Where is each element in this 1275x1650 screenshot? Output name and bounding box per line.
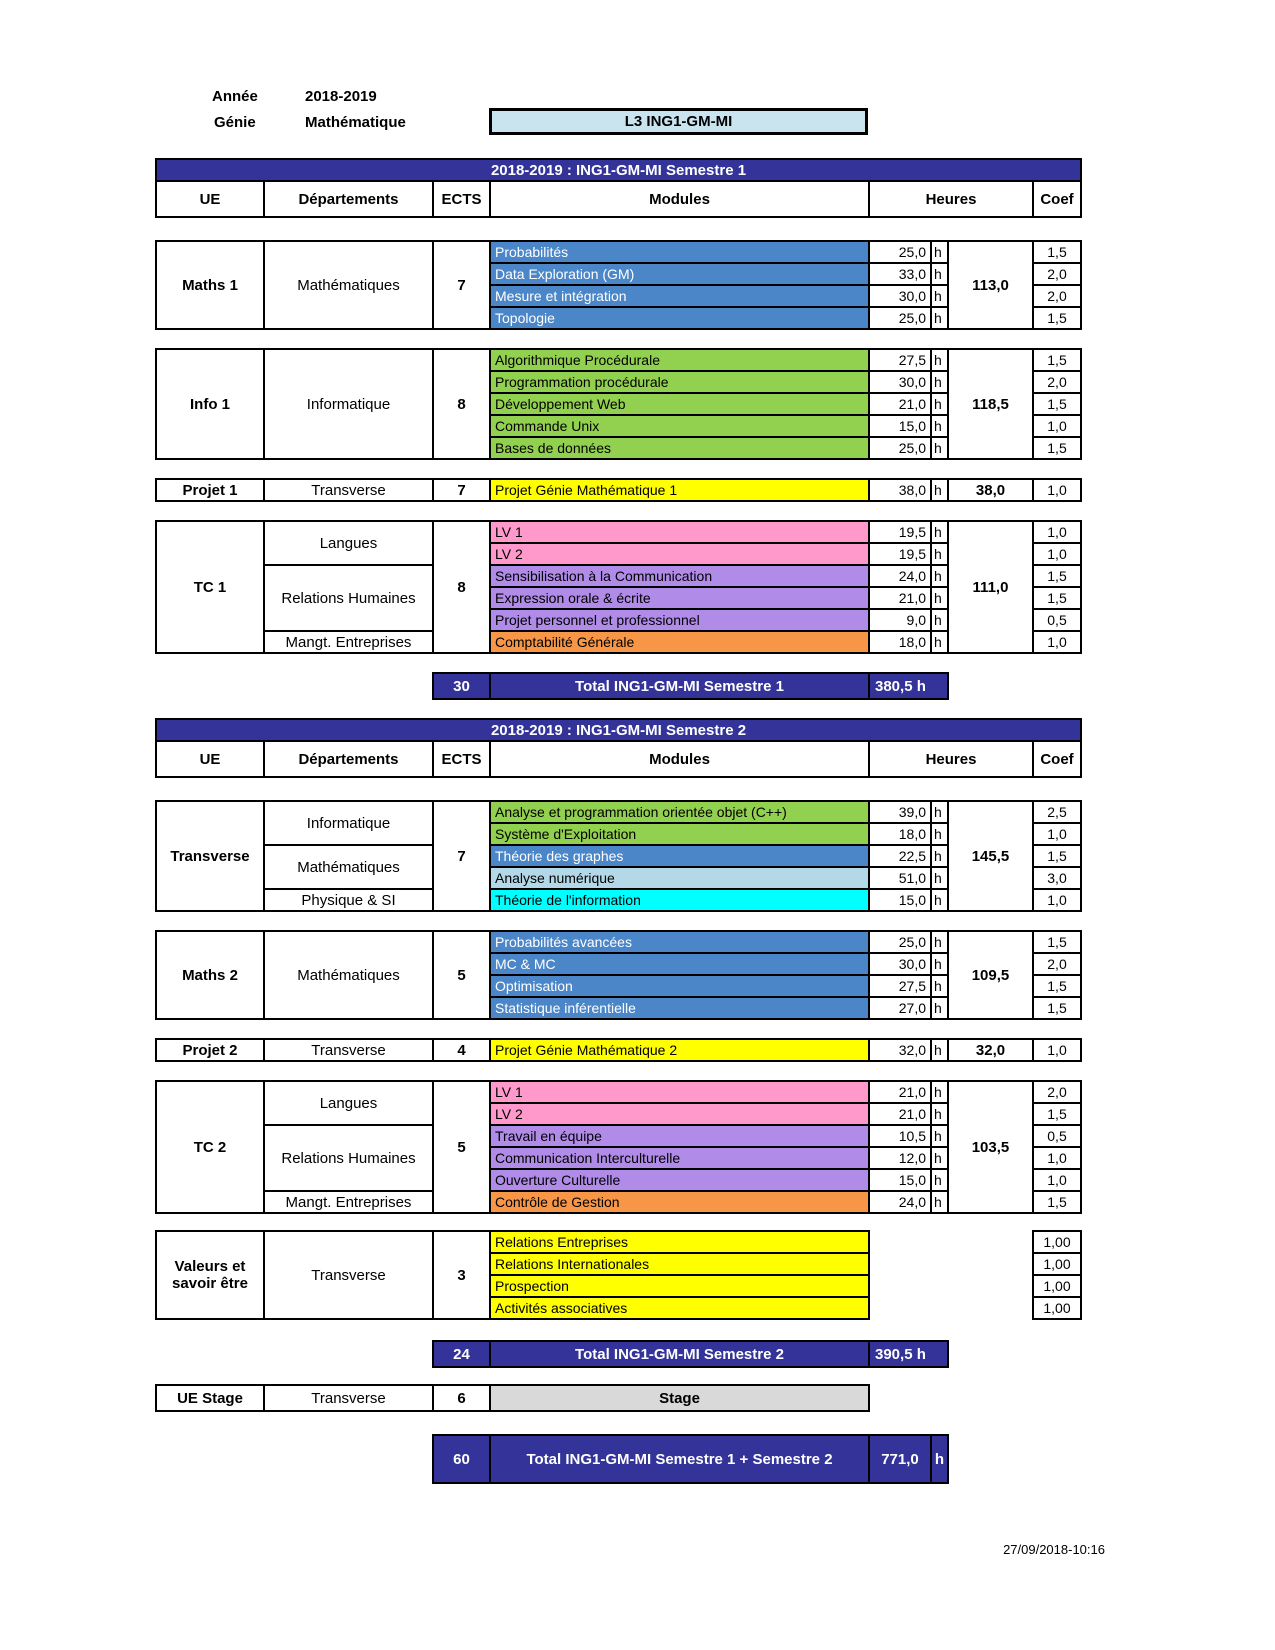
col-header-heures: Heures xyxy=(869,741,1033,777)
dept-cell: Transverse xyxy=(264,479,433,501)
unit-cell: h xyxy=(931,307,948,329)
ects-cell: 6 xyxy=(433,1385,490,1411)
info1-block xyxy=(155,348,1082,460)
coef-cell: 1,5 xyxy=(1033,975,1081,997)
page-content xyxy=(155,88,1115,1502)
dept-cell: Mathématiques xyxy=(264,931,433,1019)
tc1-block xyxy=(155,520,1082,654)
coef-cell: 1,5 xyxy=(1033,349,1081,371)
projet2-block xyxy=(155,1038,1082,1062)
hours-cell: 15,0 xyxy=(869,415,931,437)
module-name-cell: Relations Entreprises xyxy=(490,1231,869,1253)
hours-cell: 25,0 xyxy=(869,307,931,329)
hours-cell: 21,0 xyxy=(869,393,931,415)
hours-cell: 21,0 xyxy=(869,1103,931,1125)
module-row xyxy=(156,1231,1081,1253)
projet1-block xyxy=(155,478,1082,502)
coef-cell: 1,5 xyxy=(1033,997,1081,1019)
unit-cell: h xyxy=(931,931,948,953)
unit-cell: h xyxy=(931,437,948,459)
module-row xyxy=(156,1191,1081,1213)
col-header-heures: Heures xyxy=(869,181,1033,217)
unit-cell: h xyxy=(931,1169,948,1191)
hours-cell: 22,5 xyxy=(869,845,931,867)
module-name-cell: MC & MC xyxy=(490,953,869,975)
coef-cell: 1,5 xyxy=(1033,307,1081,329)
total-hours-cell: 113,0 xyxy=(948,241,1033,329)
coef-cell: 1,0 xyxy=(1033,479,1081,501)
unit-cell: h xyxy=(931,587,948,609)
module-name-cell: Topologie xyxy=(490,307,869,329)
unit-cell: h xyxy=(931,953,948,975)
ects-cell: 3 xyxy=(433,1231,490,1319)
coef-cell: 1,0 xyxy=(1033,521,1081,543)
module-name-cell: Projet Génie Mathématique 2 xyxy=(490,1039,869,1061)
unit-cell: h xyxy=(931,1039,948,1061)
module-name-cell: Ouverture Culturelle xyxy=(490,1169,869,1191)
spacer-cell xyxy=(869,1275,1033,1297)
hours-cell: 19,5 xyxy=(869,543,931,565)
tc2-block xyxy=(155,1080,1082,1214)
hours-cell: 21,0 xyxy=(869,587,931,609)
semester2-total-row xyxy=(432,1340,949,1368)
col-header-modules: Modules xyxy=(490,181,869,217)
module-name-cell: LV 2 xyxy=(490,543,869,565)
unit-cell: h xyxy=(931,1081,948,1103)
module-name-cell: Statistique inférentielle xyxy=(490,997,869,1019)
spacer-cell xyxy=(869,1231,1033,1253)
coef-cell: 1,5 xyxy=(1033,1191,1081,1213)
col-header-modules: Modules xyxy=(490,741,869,777)
hours-cell: 27,5 xyxy=(869,349,931,371)
stage-label-cell: Stage xyxy=(490,1385,869,1411)
col-header-ue: UE xyxy=(156,181,264,217)
ects-cell: 7 xyxy=(433,241,490,329)
hours-cell: 33,0 xyxy=(869,263,931,285)
maths2-block xyxy=(155,930,1082,1020)
unit-cell: h xyxy=(931,631,948,653)
module-row xyxy=(156,801,1081,823)
footer-timestamp: 27/09/2018-10:16 xyxy=(1003,1542,1105,1557)
module-name-cell: Mesure et intégration xyxy=(490,285,869,307)
dept-cell: Informatique xyxy=(264,349,433,459)
module-name-cell: Développement Web xyxy=(490,393,869,415)
hours-cell: 30,0 xyxy=(869,953,931,975)
unit-cell: h xyxy=(931,241,948,263)
hours-cell: 25,0 xyxy=(869,241,931,263)
module-name-cell: Optimisation xyxy=(490,975,869,997)
ects-cell: 8 xyxy=(433,349,490,459)
coef-cell: 1,5 xyxy=(1033,931,1081,953)
module-row xyxy=(156,241,1081,263)
dept-cell: Mangt. Entreprises xyxy=(264,631,433,653)
total-hours-cell: 145,5 xyxy=(948,801,1033,911)
unit-cell: h xyxy=(931,285,948,307)
total-hours-cell: 38,0 xyxy=(948,479,1033,501)
semester2-total-hours: 390,5 h xyxy=(869,1341,948,1367)
semester2-header-table xyxy=(155,718,1082,778)
module-row xyxy=(156,1125,1081,1147)
dept-cell: Mathématiques xyxy=(264,845,433,889)
ects-cell: 4 xyxy=(433,1039,490,1061)
spacer-cell xyxy=(869,1253,1033,1275)
coef-cell: 1,0 xyxy=(1033,415,1081,437)
ue-cell: Valeurs et savoir être xyxy=(156,1231,264,1319)
coef-cell: 1,0 xyxy=(1033,1169,1081,1191)
unit-cell: h xyxy=(931,415,948,437)
module-name-cell: Théorie des graphes xyxy=(490,845,869,867)
ue-cell: Transverse xyxy=(156,801,264,911)
hours-cell: 18,0 xyxy=(869,631,931,653)
ects-cell: 5 xyxy=(433,1081,490,1213)
coef-cell: 1,5 xyxy=(1033,241,1081,263)
col-header-ects: ECTS xyxy=(433,181,490,217)
coef-cell: 1,00 xyxy=(1033,1275,1081,1297)
unit-cell: h xyxy=(931,1103,948,1125)
module-row xyxy=(156,1081,1081,1103)
total-hours-cell: 103,5 xyxy=(948,1081,1033,1213)
genie-value: Mathématique xyxy=(305,114,406,131)
ue-cell: TC 1 xyxy=(156,521,264,653)
module-name-cell: Analyse et programmation orientée objet (C++) xyxy=(490,801,869,823)
module-name-cell: LV 1 xyxy=(490,1081,869,1103)
module-row xyxy=(156,521,1081,543)
module-name-cell: Activités associatives xyxy=(490,1297,869,1319)
ue-cell: Info 1 xyxy=(156,349,264,459)
hours-cell: 30,0 xyxy=(869,285,931,307)
dept-cell: Transverse xyxy=(264,1039,433,1061)
coef-cell: 1,5 xyxy=(1033,587,1081,609)
unit-cell: h xyxy=(931,263,948,285)
module-row xyxy=(156,631,1081,653)
semester1-header-table xyxy=(155,158,1082,218)
unit-cell: h xyxy=(931,975,948,997)
ue-cell: UE Stage xyxy=(156,1385,264,1411)
coef-cell: 1,00 xyxy=(1033,1297,1081,1319)
module-name-cell: Théorie de l'information xyxy=(490,889,869,911)
semester1-title-bar: 2018-2019 : ING1-GM-MI Semestre 1 xyxy=(156,159,1081,181)
coef-cell: 1,0 xyxy=(1033,889,1081,911)
unit-cell: h xyxy=(931,479,948,501)
unit-cell: h xyxy=(931,823,948,845)
dept-cell: Transverse xyxy=(264,1385,433,1411)
module-name-cell: Programmation procédurale xyxy=(490,371,869,393)
annee-label: Année xyxy=(212,88,258,105)
dept-cell: Langues xyxy=(264,521,433,565)
col-header-coef: Coef xyxy=(1033,181,1081,217)
hours-cell: 27,0 xyxy=(869,997,931,1019)
col-header-ue: UE xyxy=(156,741,264,777)
coef-cell: 1,5 xyxy=(1033,393,1081,415)
module-name-cell: Communication Interculturelle xyxy=(490,1147,869,1169)
unit-cell: h xyxy=(931,1191,948,1213)
ue-cell: Maths 2 xyxy=(156,931,264,1019)
semester1-total-ects: 30 xyxy=(433,673,490,699)
genie-label: Génie xyxy=(214,114,256,131)
module-row xyxy=(156,889,1081,911)
semester1-total-row xyxy=(432,672,949,700)
ects-cell: 5 xyxy=(433,931,490,1019)
dept-cell: Langues xyxy=(264,1081,433,1125)
col-header-ects: ECTS xyxy=(433,741,490,777)
dept-cell: Transverse xyxy=(264,1231,433,1319)
module-name-cell: Projet Génie Mathématique 1 xyxy=(490,479,869,501)
coef-cell: 1,5 xyxy=(1033,1103,1081,1125)
hours-cell: 10,5 xyxy=(869,1125,931,1147)
col-header-coef: Coef xyxy=(1033,741,1081,777)
coef-cell: 1,00 xyxy=(1033,1253,1081,1275)
coef-cell: 1,0 xyxy=(1033,1039,1081,1061)
hours-cell: 25,0 xyxy=(869,437,931,459)
ue-cell: Projet 2 xyxy=(156,1039,264,1061)
unit-cell: h xyxy=(931,371,948,393)
module-name-cell: Algorithmique Procédurale xyxy=(490,349,869,371)
coef-cell: 1,00 xyxy=(1033,1231,1081,1253)
hours-cell: 24,0 xyxy=(869,565,931,587)
hours-cell: 24,0 xyxy=(869,1191,931,1213)
coef-cell: 0,5 xyxy=(1033,1125,1081,1147)
module-name-cell: Probabilités xyxy=(490,241,869,263)
module-name-cell: Commande Unix xyxy=(490,415,869,437)
grand-total-hours: 771,0 xyxy=(869,1435,931,1483)
semester2-title-bar: 2018-2019 : ING1-GM-MI Semestre 2 xyxy=(156,719,1081,741)
hours-cell: 25,0 xyxy=(869,931,931,953)
unit-cell: h xyxy=(931,845,948,867)
coef-cell: 1,0 xyxy=(1033,631,1081,653)
dept-cell: Mangt. Entreprises xyxy=(264,1191,433,1213)
module-name-cell: Probabilités avancées xyxy=(490,931,869,953)
unit-cell: h xyxy=(931,543,948,565)
col-header-departements: Départements xyxy=(264,741,433,777)
dept-cell: Relations Humaines xyxy=(264,565,433,631)
total-hours-cell: 109,5 xyxy=(948,931,1033,1019)
coef-cell: 1,0 xyxy=(1033,543,1081,565)
dept-cell: Informatique xyxy=(264,801,433,845)
hours-cell: 30,0 xyxy=(869,371,931,393)
hours-cell: 9,0 xyxy=(869,609,931,631)
module-name-cell: LV 1 xyxy=(490,521,869,543)
ects-cell: 8 xyxy=(433,521,490,653)
grand-total-row xyxy=(432,1434,949,1484)
module-name-cell: Projet personnel et professionnel xyxy=(490,609,869,631)
col-header-departements: Départements xyxy=(264,181,433,217)
coef-cell: 0,5 xyxy=(1033,609,1081,631)
semester1-total-label: Total ING1-GM-MI Semestre 1 xyxy=(490,673,869,699)
stage-row xyxy=(155,1384,870,1412)
unit-cell: h xyxy=(931,867,948,889)
module-name-cell: Contrôle de Gestion xyxy=(490,1191,869,1213)
coef-cell: 2,0 xyxy=(1033,263,1081,285)
maths1-block xyxy=(155,240,1082,330)
coef-cell: 2,0 xyxy=(1033,1081,1081,1103)
module-name-cell: Sensibilisation à la Communication xyxy=(490,565,869,587)
unit-cell: h xyxy=(931,997,948,1019)
hours-cell: 32,0 xyxy=(869,1039,931,1061)
unit-cell: h xyxy=(931,521,948,543)
module-name-cell: Prospection xyxy=(490,1275,869,1297)
dept-cell: Relations Humaines xyxy=(264,1125,433,1191)
transverse-block xyxy=(155,800,1082,912)
grand-total-unit: h xyxy=(931,1435,948,1483)
total-hours-cell: 111,0 xyxy=(948,521,1033,653)
module-name-cell: Bases de données xyxy=(490,437,869,459)
document-header xyxy=(155,88,1115,158)
program-title-box: L3 ING1-GM-MI xyxy=(489,108,868,135)
module-name-cell: Travail en équipe xyxy=(490,1125,869,1147)
coef-cell: 1,5 xyxy=(1033,845,1081,867)
unit-cell: h xyxy=(931,349,948,371)
hours-cell: 15,0 xyxy=(869,1169,931,1191)
dept-cell: Physique & SI xyxy=(264,889,433,911)
unit-cell: h xyxy=(931,1125,948,1147)
module-name-cell: Expression orale & écrite xyxy=(490,587,869,609)
hours-cell: 51,0 xyxy=(869,867,931,889)
grand-total-label: Total ING1-GM-MI Semestre 1 + Semestre 2 xyxy=(490,1435,869,1483)
hours-cell: 39,0 xyxy=(869,801,931,823)
hours-cell: 19,5 xyxy=(869,521,931,543)
hours-cell: 18,0 xyxy=(869,823,931,845)
coef-cell: 2,0 xyxy=(1033,371,1081,393)
coef-cell: 1,5 xyxy=(1033,565,1081,587)
module-name-cell: Comptabilité Générale xyxy=(490,631,869,653)
coef-cell: 1,0 xyxy=(1033,1147,1081,1169)
coef-cell: 2,0 xyxy=(1033,953,1081,975)
module-row xyxy=(156,349,1081,371)
spacer-cell xyxy=(869,1297,1033,1319)
annee-value: 2018-2019 xyxy=(305,88,377,105)
module-name-cell: Système d'Exploitation xyxy=(490,823,869,845)
coef-cell: 2,5 xyxy=(1033,801,1081,823)
semester2-total-label: Total ING1-GM-MI Semestre 2 xyxy=(490,1341,869,1367)
coef-cell: 1,5 xyxy=(1033,437,1081,459)
module-name-cell: Analyse numérique xyxy=(490,867,869,889)
hours-cell: 21,0 xyxy=(869,1081,931,1103)
unit-cell: h xyxy=(931,609,948,631)
module-name-cell: LV 2 xyxy=(490,1103,869,1125)
module-row xyxy=(156,479,1081,501)
unit-cell: h xyxy=(931,1147,948,1169)
coef-cell: 3,0 xyxy=(1033,867,1081,889)
ue-cell: TC 2 xyxy=(156,1081,264,1213)
hours-cell: 12,0 xyxy=(869,1147,931,1169)
unit-cell: h xyxy=(931,565,948,587)
dept-cell: Mathématiques xyxy=(264,241,433,329)
total-hours-cell: 118,5 xyxy=(948,349,1033,459)
hours-cell: 38,0 xyxy=(869,479,931,501)
unit-cell: h xyxy=(931,393,948,415)
coef-cell: 2,0 xyxy=(1033,285,1081,307)
module-row xyxy=(156,845,1081,867)
total-hours-cell: 32,0 xyxy=(948,1039,1033,1061)
semester1-total-hours: 380,5 h xyxy=(869,673,948,699)
unit-cell: h xyxy=(931,801,948,823)
module-row xyxy=(156,931,1081,953)
semester2-total-ects: 24 xyxy=(433,1341,490,1367)
ue-cell: Maths 1 xyxy=(156,241,264,329)
ects-cell: 7 xyxy=(433,801,490,911)
valeurs-block xyxy=(155,1230,1082,1320)
module-name-cell: Data Exploration (GM) xyxy=(490,263,869,285)
module-row xyxy=(156,565,1081,587)
unit-cell: h xyxy=(931,889,948,911)
ects-cell: 7 xyxy=(433,479,490,501)
module-name-cell: Relations Internationales xyxy=(490,1253,869,1275)
hours-cell: 27,5 xyxy=(869,975,931,997)
module-row xyxy=(156,1039,1081,1061)
ue-cell: Projet 1 xyxy=(156,479,264,501)
hours-cell: 15,0 xyxy=(869,889,931,911)
grand-total-ects: 60 xyxy=(433,1435,490,1483)
coef-cell: 1,0 xyxy=(1033,823,1081,845)
